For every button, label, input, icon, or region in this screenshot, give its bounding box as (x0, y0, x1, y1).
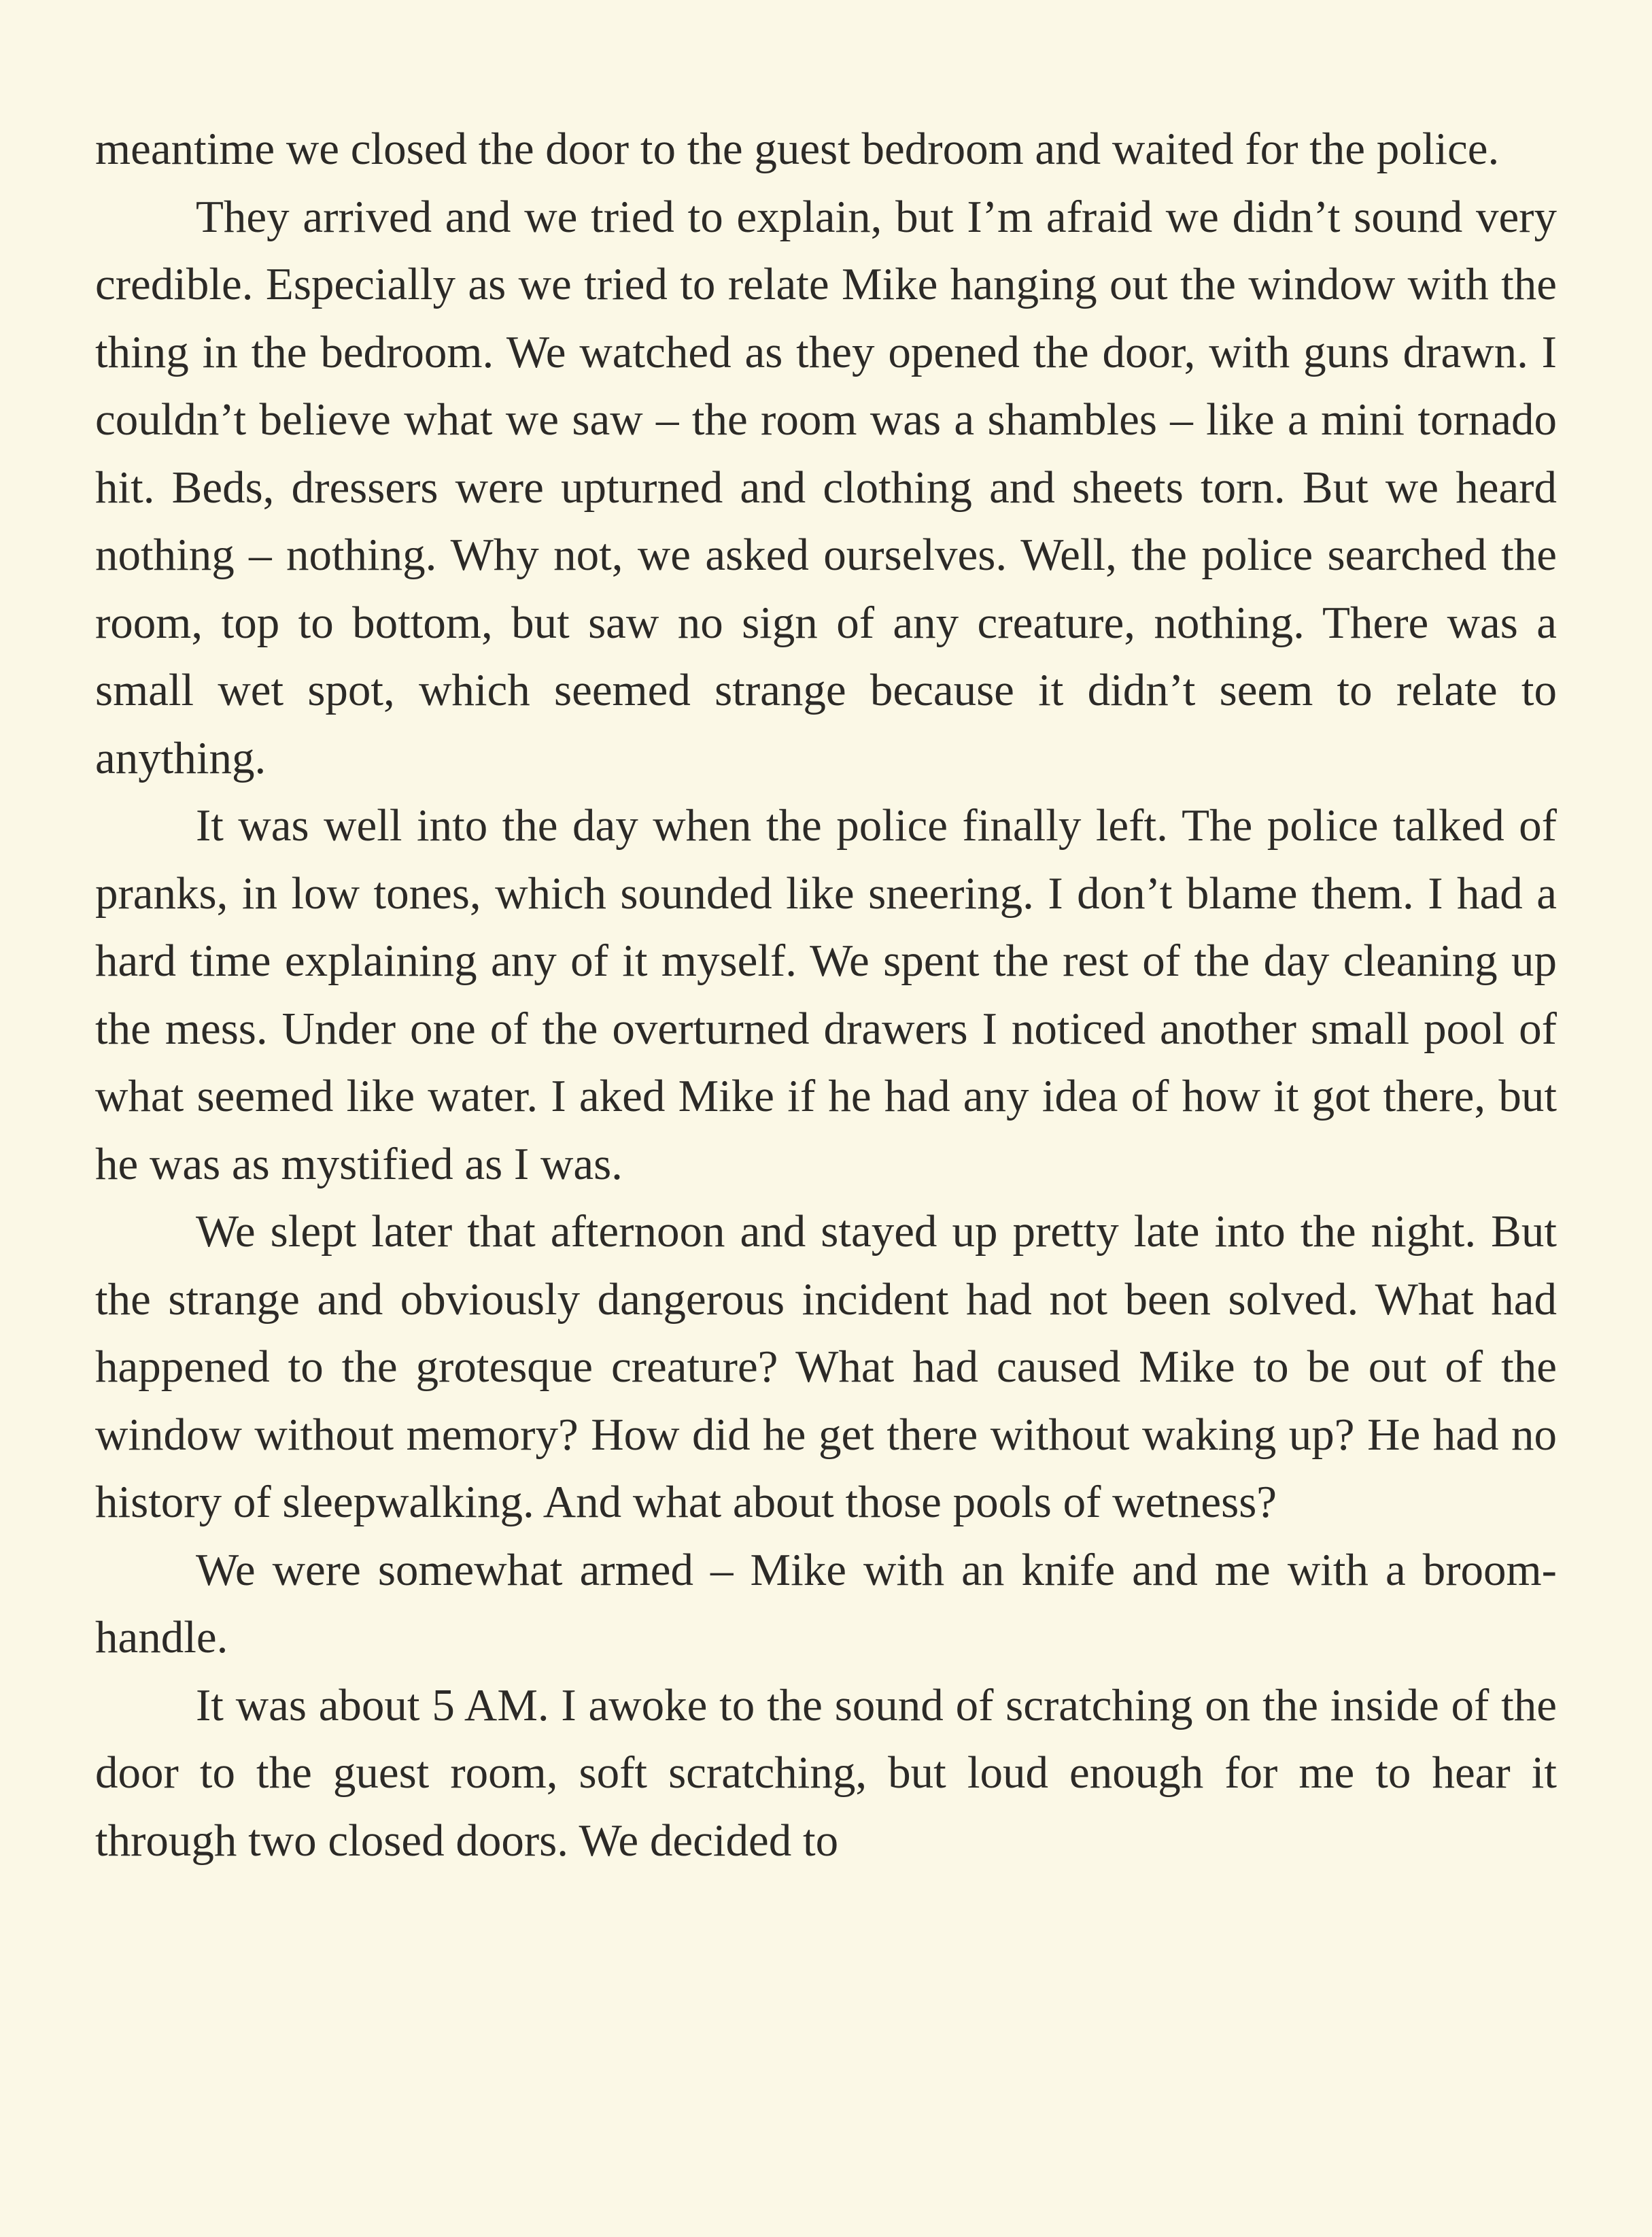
paragraph-police-arrival: They arrived and we tried to explain, but I’m afraid we didn’t sound very credible. Especially as we tried to relate Mike hanging out the window with the thing in the bedroom. We watched as they opened the door, with guns drawn. I couldn’t believe what we saw – the room was a shambles – like a mini tornado hit. Beds, dressers were upturned and clothing and sheets torn. But we heard nothing – nothing. Why not, we asked ourselves. Well, the police searched the room, top to bottom, but saw no sign of any creature, nothing. There was a small wet spot, which seemed strange because it didn’t seem to relate to anything. (95, 191, 1557, 783)
paragraph-continuation: meantime we closed the door to the guest bedroom and waited for the police. (95, 124, 1500, 174)
paragraph-armed: We were somewhat armed – Mike with an knife and me with a broom-handle. (95, 1544, 1557, 1662)
paragraph-police-leave: It was well into the day when the police finally left. The police talked of pranks, in low tones, which sounded like sneering. I don’t blame them. I had a hard time explaining any of it myself. We spent the rest of the day cleaning up the mess. Under one of the overturned drawers I noticed another small pool of what seemed like water. I aked Mike if he had any idea of how it got there, but he was as mystified as I was. (95, 800, 1557, 1189)
paragraph-scratching: It was about 5 AM. I awoke to the sound of scratching on the inside of the door to the guest room, soft scratching, but loud enough for me to hear it through two closed doors. We decided to (95, 1679, 1557, 1866)
page-text (95, 116, 1557, 1875)
paragraph-night: We slept later that afternoon and stayed up pretty late into the night. But the strange and obviously dangerous incident had not been solved. What had happened to the grotesque creature? What had caused Mike to be out of the window without memory? How did he get there without waking up? He had no history of sleepwalking. And what about those pools of wetness? (95, 1206, 1557, 1527)
